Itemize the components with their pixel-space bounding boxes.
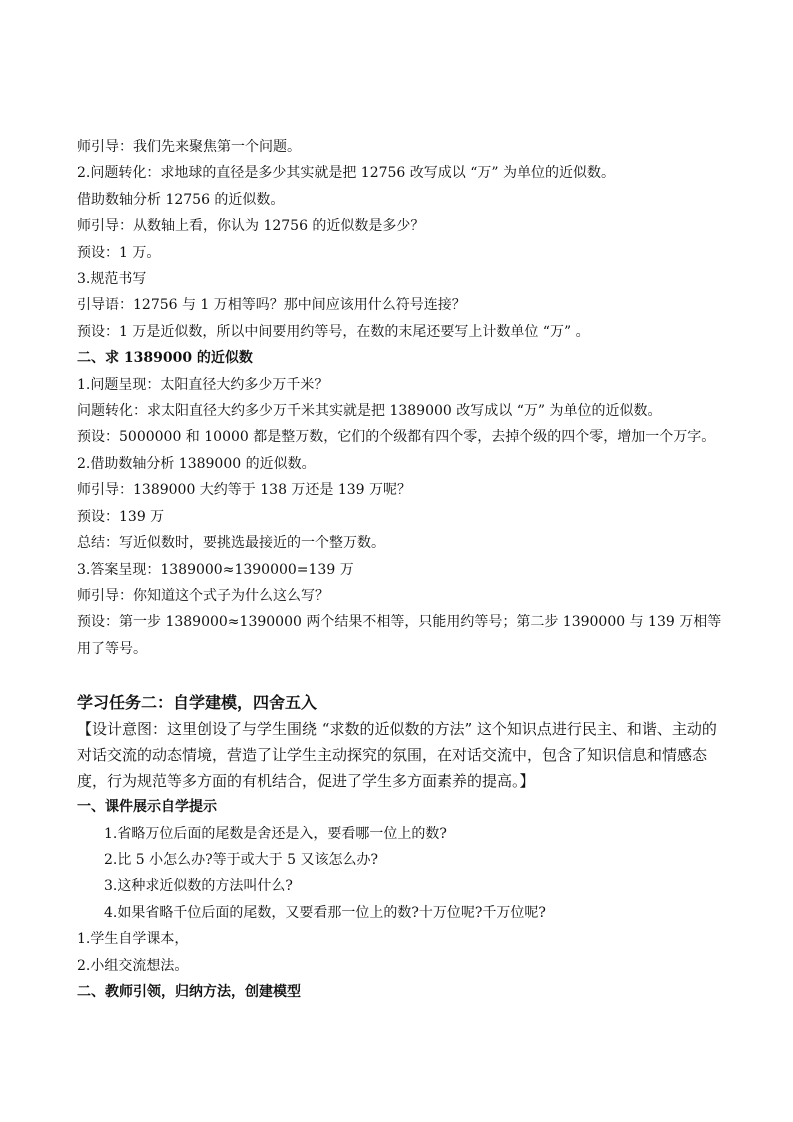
hint-item: 3.这种求近似数的方法叫什么? <box>104 878 293 895</box>
section-heading: 二、求 1389000 的近似数 <box>77 350 253 367</box>
paragraph: 预设：第一步 1389000≈1390000 两个结果不相等，只能用约等号；第二步 1390000 与 139 万相等用了等号。 <box>77 614 722 657</box>
paragraph: 师引导：我们先来聚焦第一个问题。 <box>77 139 301 155</box>
paragraph: 总结：写近似数时，要挑选最接近的一个整万数。 <box>77 535 385 552</box>
paragraph: 2.借助数轴分析 1389000 的近似数。 <box>77 455 316 472</box>
paragraph: 借助数轴分析 12756 的近似数。 <box>77 191 285 208</box>
document-body <box>77 134 727 1005</box>
paragraph: 师引导：1389000 大约等于 138 万还是 139 万呢？ <box>77 482 412 499</box>
paragraph: 2.问题转化：求地球的直径是多少其实就是把 12756 改写成以 “万” 为单位的近似数。 <box>77 165 616 182</box>
paragraph: 3.规范书写 <box>77 271 147 288</box>
hint-item: 2.比 5 小怎么办?等于或大于 5 又该怎么办? <box>104 851 378 868</box>
paragraph: 师引导：从数轴上看，你认为 12756 的近似数是多少？ <box>77 218 425 235</box>
paragraph: 3.答案呈现：1389000≈1390000=139 万 <box>77 561 354 578</box>
task-title: 学习任务二：自学建模，四舍五入 <box>77 693 318 713</box>
paragraph: 师引导：你知道这个式子为什么这么写？ <box>77 587 329 604</box>
paragraph: 引导语：12756 与 1 万相等吗？那中间应该用什么符号连接？ <box>77 297 466 314</box>
paragraph: 1.学生自学课本， <box>77 931 189 948</box>
paragraph: 预设：139 万 <box>77 508 165 525</box>
paragraph: 问题转化：求太阳直径大约多少万千米其实就是把 1389000 改写成以 “万” 为单位的近似数。 <box>77 403 662 420</box>
paragraph: 1.问题呈现：太阳直径大约多少万千米？ <box>77 376 329 393</box>
section-heading: 二、教师引领，归纳方法，创建模型 <box>77 983 301 1000</box>
hint-item: 1.省略万位后面的尾数是舍还是入，要看哪一位上的数? <box>104 825 447 842</box>
paragraph: 2.小组交流想法。 <box>77 957 189 974</box>
paragraph: 预设：5000000 和 10000 都是整万数，它们的个级都有四个零，去掉个级的四个零，增加一个万字。 <box>77 429 716 446</box>
paragraph: 预设：1 万。 <box>77 244 161 261</box>
hint-item: 4.如果省略千位后面的尾数，又要看那一位上的数?十万位呢?千万位呢? <box>104 904 546 921</box>
design-intent: 【设计意图：这里创设了与学生围绕 “求数的近似数的方法” 这个知识点进行民主、和谐、主动的对话交流的动态情境，营造了让学生主动探究的氛围，在对话交流中，包含了知识信息和情感态度，行为规范等多方面的有机结合，促进了学生多方面素养的提高。】 <box>77 720 717 791</box>
section-heading: 一、课件展示自学提示 <box>77 799 217 816</box>
paragraph: 预设：1 万是近似数，所以中间要用约等号，在数的末尾还要写上计数单位 “万” 。 <box>77 323 590 340</box>
